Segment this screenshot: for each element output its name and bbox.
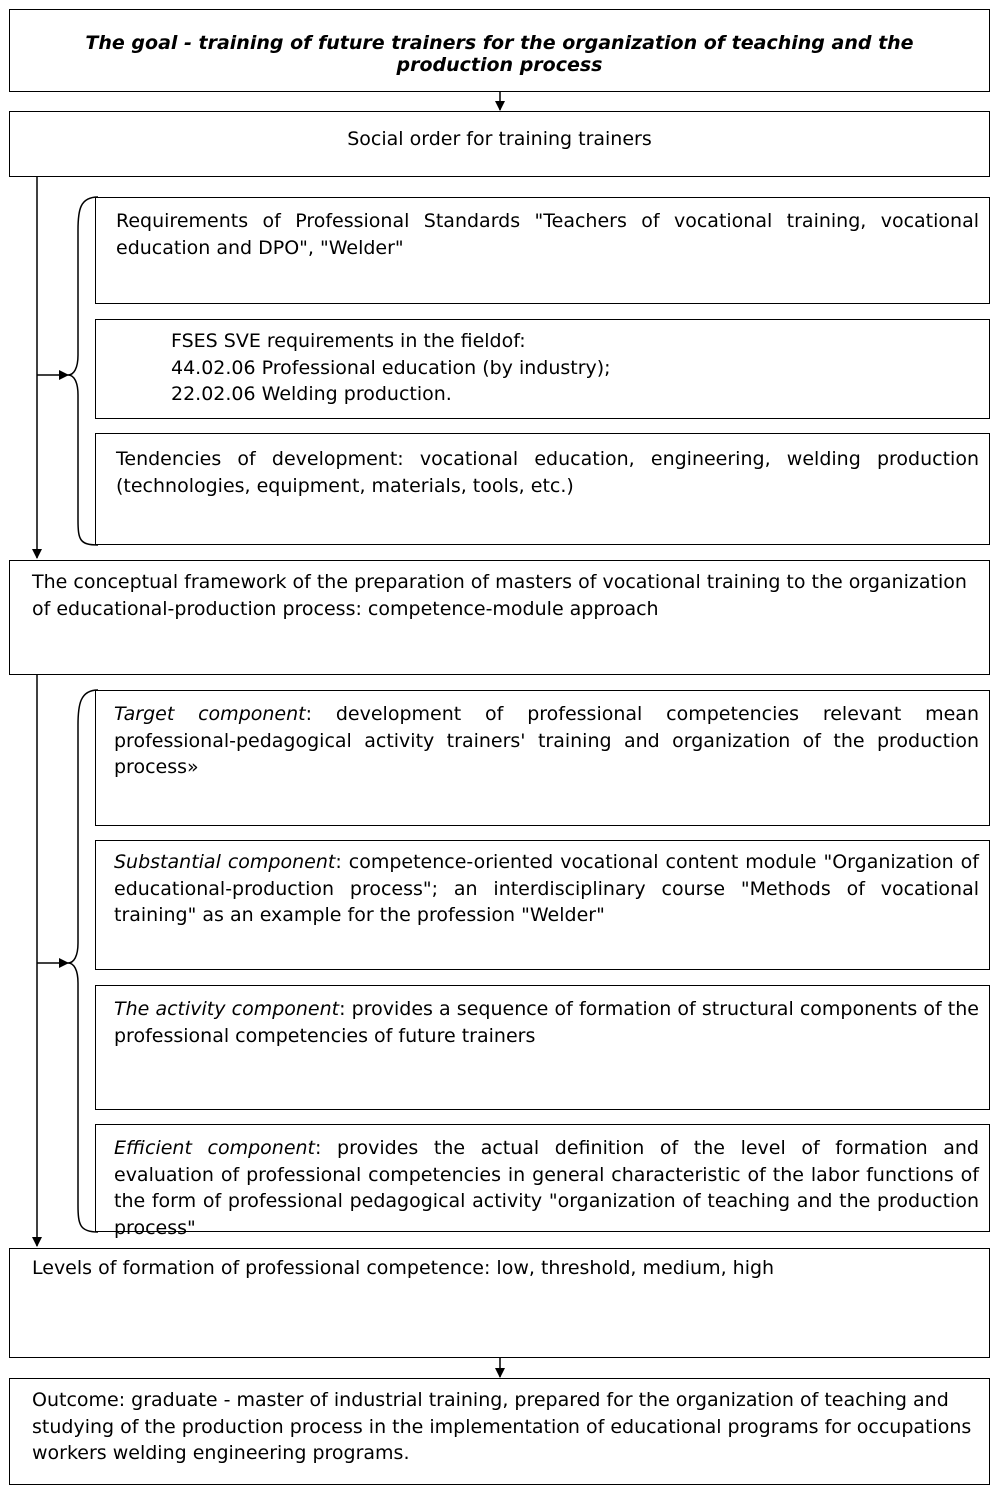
social-order-box [9,111,990,177]
conceptual-framework-box [9,560,990,675]
target-component-label: Target component [114,703,306,725]
professional-standards-text: Requirements of Professional Standards "Teachers of vocational training, vocational education and DPO", "Welder" [116,210,979,259]
development-tendencies-text: Tendencies of development: vocational education, engineering, welding production (technologies, equipment, materials, tools, etc.) [116,448,979,497]
activity-component-text: : provides a sequence of formation of structural components of the professional competencies of future trainers [114,998,979,1047]
professional-standards-box [95,197,990,304]
substantial-component-text: : competence-oriented vocational content module "Organization of educational-production process"; an interdisciplinary course "Methods of vocational training" as an example for the profession "Welder" [114,851,979,927]
goal-box [9,9,990,92]
substantial-component-box [95,840,990,970]
fses-line-3: 22.02.06 Welding production. [171,383,452,406]
outcome-box [9,1378,990,1485]
target-component-text: : development of professional competencies relevant mean professional-pedagogical activity trainers' training and organization of the production process» [114,703,979,779]
efficient-component-label: Efficient component [114,1137,316,1159]
social-order-text: Social order for training trainers [347,128,652,150]
requirements-brace [68,197,98,545]
conceptual-framework-text: The conceptual framework of the preparation of masters of vocational training to the organization of educational-production process: competence-module approach [32,571,967,620]
efficient-component-box [95,1124,990,1239]
competence-levels-text: Levels of formation of professional competence: low, threshold, medium, high [32,1257,775,1279]
development-tendencies-box [95,433,990,545]
fses-line-1: FSES SVE requirements in the fieldof: [171,330,526,352]
goal-text: The goal - training of future trainers for the organization of teaching and the production process [85,32,914,76]
fses-line-2: 44.02.06 Professional education (by industry); [171,356,611,379]
target-component-box [95,690,990,826]
fses-requirements-box [95,319,990,419]
competence-levels-box [9,1248,990,1358]
efficient-component-text: : provides the actual definition of the level of formation and evaluation of professional competencies in general characteristic of the labor functions of the form of professional pedagogical activity "organization of teaching and the production process" [114,1137,979,1239]
components-brace [68,690,98,1232]
outcome-text: Outcome: graduate - master of industrial training, prepared for the organization of teaching and studying of the production process in the implementation of educational programs for occupations workers welding engineering programs. [32,1389,972,1465]
substantial-component-label: Substantial component [114,851,336,873]
activity-component-label: The activity component [114,998,340,1020]
activity-component-box [95,985,990,1110]
